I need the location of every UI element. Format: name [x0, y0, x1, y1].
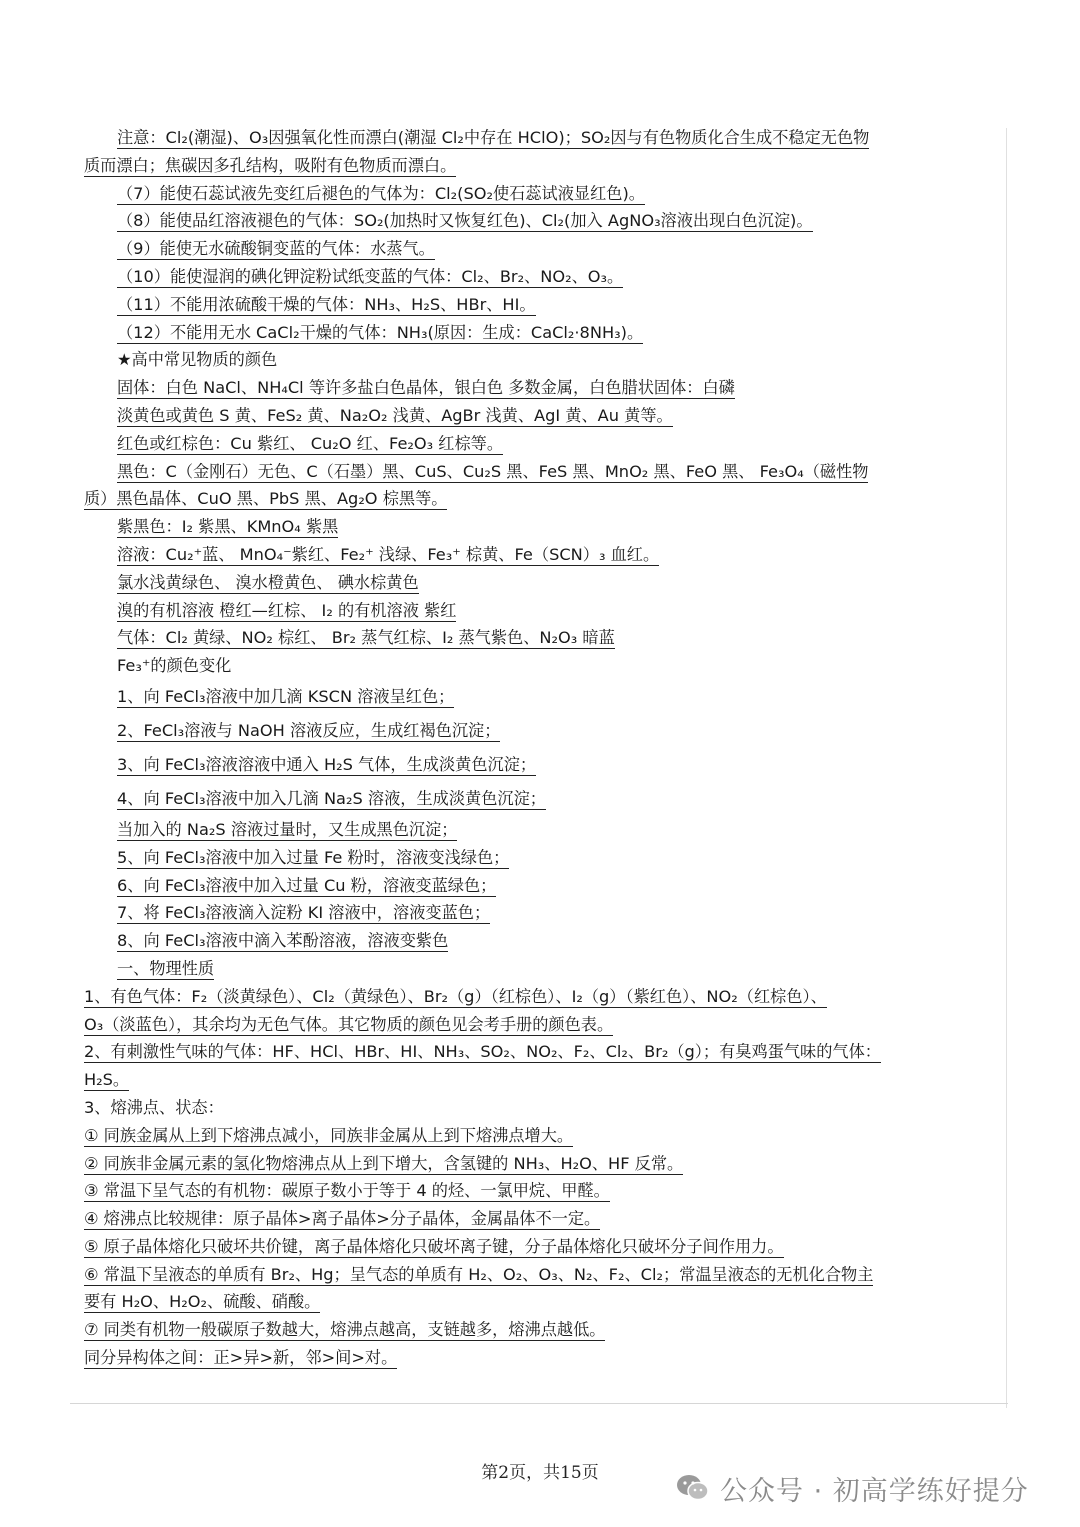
text-line	[84, 748, 964, 782]
line-text: ③ 常温下呈气态的有机物：碳原子数小于等于 4 的烃、一氯甲烷、甲醛。	[84, 1181, 610, 1201]
line-text: 红色或红棕色：Cu 紫红、 Cu₂O 红、Fe₂O₃ 红棕等。	[117, 433, 504, 453]
line-text: 紫黑色：I₂ 紫黑、KMnO₄ 紫黑	[117, 517, 339, 537]
line-text: 2、有刺激性气味的气体：HF、HCl、HBr、HI、NH₃、SO₂、NO₂、F₂、Cl₂、Br₂（g）；有臭鸡蛋气味的气体：	[84, 1042, 881, 1062]
text-line	[84, 927, 964, 955]
text-line	[84, 983, 964, 1011]
text-line	[84, 1233, 964, 1261]
line-text: 3、熔沸点、状态：	[84, 1097, 224, 1117]
section-heading	[84, 346, 964, 374]
text-line	[84, 235, 964, 263]
line-text: 7、将 FeCl₃溶液滴入淀粉 KI 溶液中，溶液变蓝色；	[117, 903, 491, 923]
line-text: ⑤ 原子晶体熔化只破坏共价键，离子晶体熔化只破坏离子键，分子晶体熔化只破坏分子间作用力。	[84, 1236, 784, 1256]
line-text: 质而漂白；焦碳因多孔结构，吸附有色物质而漂白。	[84, 155, 457, 175]
text-line	[84, 899, 964, 927]
line-text: 6、向 FeCl₃溶液中加入过量 Cu 粉，溶液变蓝绿色；	[117, 875, 497, 895]
watermark-text: 公众号 · 初高学练好提分	[720, 1475, 1029, 1507]
text-line	[84, 569, 964, 597]
text-line	[84, 1177, 964, 1205]
text-line	[84, 1038, 964, 1066]
text-line	[84, 816, 964, 844]
line-text: 溶液：Cu₂⁺蓝、 MnO₄⁻紫红、Fe₂⁺ 浅绿、Fe₃⁺ 棕黄、Fe（SCN）₃ 血红。	[117, 544, 660, 564]
line-text: 黑色：C（金刚石）无色、C（石墨）黑、CuS、Cu₂S 黑、FeS 黑、MnO₂ 黑、FeO 黑、 Fe₃O₄（磁性物	[117, 461, 869, 481]
line-text: （7）能使石蕊试液先变红后褪色的气体为：Cl₂(SO₂使石蕊试液显红色)。	[117, 183, 645, 203]
text-line	[84, 458, 964, 486]
wechat-icon	[676, 1473, 710, 1503]
line-text: H₂S。	[84, 1070, 130, 1090]
text-line	[84, 1205, 964, 1233]
line-text: 3、向 FeCl₃溶液溶液中通入 H₂S 气体，生成淡黄色沉淀；	[117, 754, 537, 774]
text-line	[84, 597, 964, 625]
line-text: （10）能使湿润的碘化钾淀粉试纸变蓝的气体：Cl₂、Br₂、NO₂、O₃。	[117, 266, 624, 286]
text-line	[84, 180, 964, 208]
line-text: （8）能使品红溶液褪色的气体：SO₂(加热时又恢复红色)、Cl₂(加入 AgNO₃溶液出现白色沉淀)。	[117, 211, 813, 231]
page-border-right	[1006, 128, 1007, 1408]
line-text: 8、向 FeCl₃溶液中滴入苯酚溶液，溶液变紫色	[117, 931, 449, 951]
text-line	[84, 680, 964, 714]
line-text: Fe₃⁺的颜色变化	[117, 656, 232, 676]
text-line	[84, 485, 964, 513]
text-line	[84, 1261, 964, 1289]
line-text: 质）黑色晶体、CuO 黑、PbS 黑、Ag₂O 棕黑等。	[84, 489, 448, 509]
text-line	[84, 319, 964, 347]
line-text: 5、向 FeCl₃溶液中加入过量 Fe 粉时，溶液变浅绿色；	[117, 847, 510, 867]
line-text: ★高中常见物质的颜色	[117, 350, 278, 370]
wechat-watermark	[676, 1468, 1029, 1508]
line-text: 淡黄色或黄色 S 黄、FeS₂ 黄、Na₂O₂ 浅黄、AgBr 浅黄、AgI 黄、Au 黄等。	[117, 405, 673, 425]
text-line	[84, 430, 964, 458]
line-text: 一、物理性质	[117, 958, 215, 978]
text-line	[84, 263, 964, 291]
text-line	[84, 1011, 964, 1039]
line-text: O₃（淡蓝色），其余均为无色气体。其它物质的颜色见会考手册的颜色表。	[84, 1014, 614, 1034]
text-line	[84, 872, 964, 900]
text-line	[84, 714, 964, 748]
section-heading	[84, 955, 964, 983]
text-line	[84, 541, 964, 569]
line-text: （9）能使无水硫酸铜变蓝的气体：水蒸气。	[117, 239, 435, 259]
text-line	[84, 1066, 964, 1094]
line-text: 1、向 FeCl₃溶液中加几滴 KSCN 溶液呈红色；	[117, 686, 455, 706]
page-number: 第2页，共15页	[481, 1463, 599, 1483]
text-line	[84, 1288, 964, 1316]
line-text: 当加入的 Na₂S 溶液过量时，又生成黑色沉淀；	[117, 819, 458, 839]
line-text: ② 同族非金属元素的氢化物熔沸点从上到下增大，含氢键的 NH₃、H₂O、HF 反常。	[84, 1153, 684, 1173]
line-text: 同分异构体之间：正>异>新，邻>间>对。	[84, 1348, 398, 1368]
line-text: （12）不能用无水 CaCl₂干燥的气体：NH₃(原因：生成：CaCl₂·8NH₃)。	[117, 322, 644, 342]
line-text: 2、FeCl₃溶液与 NaOH 溶液反应，生成红褐色沉淀；	[117, 720, 501, 740]
line-text: ⑦ 同类有机物一般碳原子数越大，熔沸点越高，支链越多，熔沸点越低。	[84, 1320, 606, 1340]
line-text: ④ 熔沸点比较规律：原子晶体>离子晶体>分子晶体，金属晶体不一定。	[84, 1209, 601, 1229]
text-line	[84, 374, 964, 402]
line-text: 溴的有机溶液 橙红—红棕、 I₂ 的有机溶液 紫红	[117, 600, 457, 620]
section-heading	[84, 1094, 964, 1122]
text-line	[84, 1150, 964, 1178]
text-line	[84, 1316, 964, 1344]
text-line	[84, 402, 964, 430]
line-text: 氯水浅黄绿色、 溴水橙黄色、 碘水棕黄色	[117, 572, 419, 592]
text-line	[84, 1344, 964, 1372]
line-text: 要有 H₂O、H₂O₂、硫酸、硝酸。	[84, 1292, 321, 1312]
document-body	[84, 124, 964, 1372]
text-line	[84, 291, 964, 319]
line-text: ⑥ 常温下呈液态的单质有 Br₂、Hg；呈气态的单质有 H₂、O₂、O₃、N₂、F₂、Cl₂；常温呈液态的无机化合物主	[84, 1264, 874, 1284]
line-text: 1、有色气体：F₂（淡黄绿色）、Cl₂（黄绿色）、Br₂（g）（红棕色）、I₂（g）（紫红色）、NO₂（红棕色）、	[84, 986, 827, 1006]
text-line	[84, 124, 964, 152]
text-line	[84, 782, 964, 816]
text-line	[84, 152, 964, 180]
line-text: ① 同族金属从上到下熔沸点减小，同族非金属从上到下熔沸点增大。	[84, 1125, 574, 1145]
line-text: 4、向 FeCl₃溶液中加入几滴 Na₂S 溶液，生成淡黄色沉淀；	[117, 788, 546, 808]
line-text: 固体：白色 NaCl、NH₄Cl 等许多盐白色晶体，银白色 多数金属，白色腊状固体：白磷	[117, 378, 735, 398]
section-heading	[84, 652, 964, 680]
text-line	[84, 844, 964, 872]
line-text: 注意：Cl₂(潮湿)、O₃因强氧化性而漂白(潮湿 Cl₂中存在 HClO)；SO₂因与有色物质化合生成不稳定无色物	[117, 128, 870, 147]
line-text: 气体：Cl₂ 黄绿、NO₂ 棕红、 Br₂ 蒸气红棕、I₂ 蒸气紫色、N₂O₃ 暗蓝	[117, 628, 615, 648]
line-text: （11）不能用浓硫酸干燥的气体：NH₃、H₂S、HBr、HI。	[117, 294, 536, 314]
text-line	[84, 207, 964, 235]
text-line	[84, 513, 964, 541]
text-line	[84, 1122, 964, 1150]
page-border-bottom	[70, 1403, 1008, 1404]
text-line	[84, 624, 964, 652]
